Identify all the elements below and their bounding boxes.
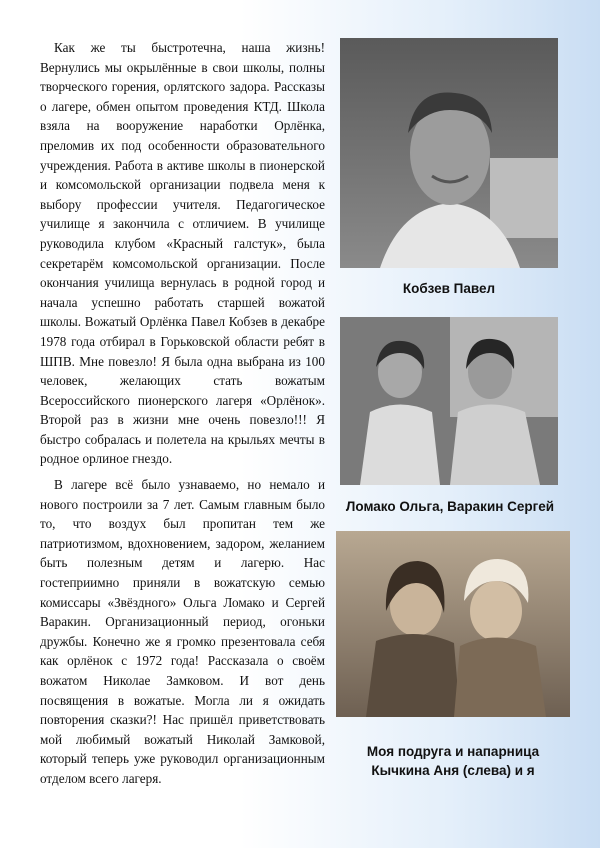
photo-kychkina-caption-line-2: Кычкина Аня (слева) и я [371,763,535,778]
photo-kobzev-caption: Кобзев Павел [402,281,496,296]
photo-kychkina-caption-line-1: Моя подруга и напарница [366,744,540,759]
photo-kobzev [340,38,558,268]
article-paragraph-2: В лагере всё было узнаваемо, но немало и нового построили за 7 лет. Самым главным было то, что воздух был пропитан тем же патриотизмом, вдохновением, задором, желанием быть полезным детям и лагерю. Нас гостеприимно приняли в вожатскую семью комиссары «Звёздного» Ольга Ломако и Сергей Варакин. Организационный период, огоньки дружбы. Конечно же я громко презентовала себя как орлёнок с 1972 года! Рассказала о своём вожатом Николае Замковом. И вот день посвящения в вожатые. Могла ли я ожидать повторения сказки?! Нас пришёл приветствовать мой любимый вожатый Николай Замковой, который теперь уже руководил организационным отделом всего лагеря. [40,477,325,786]
photo-kychkina [336,531,570,717]
photo-lomako-varakin-caption: Ломако Ольга, Варакин Сергей [345,499,555,514]
article-text [40,38,325,789]
article-paragraph-1: Как же ты быстротечна, наша жизнь! Вернулись мы окрылённые в свои школы, полны творческого горения, орлятского задора. Рассказы о лагере, обмен опытом проведения КТД. Школа взяла на вооружение наработки Орлёнка, преломив их под особенности образовательного учреждения. Работа в активе школы в пионерской и комсомольской организации подвела меня к выбору профессии учителя. Педагогическое училище я закончила с отличием. В училище руководила клубом «Красный галстук», была секретарём комсомольской организации. После окончания училища вернулась в родной город и начала успешно работать старшей вожатой школы. Вожатый Орлёнка Павел Кобзев в декабре 1978 года отбирал в Горьковской области ребят в ШПВ. Мне повезло! Я была одна выбрана из 100 человек, желающих стать вожатым Всероссийского пионерского лагеря «Орлёнок». Второй раз в жизни мне очень повезло!!! Я быстро собралась и полетела на крыльях мечты в родное орлиное гнездо. [40,40,325,467]
photo-lomako-varakin [340,317,558,485]
photo-kychkina-caption [326,742,580,780]
